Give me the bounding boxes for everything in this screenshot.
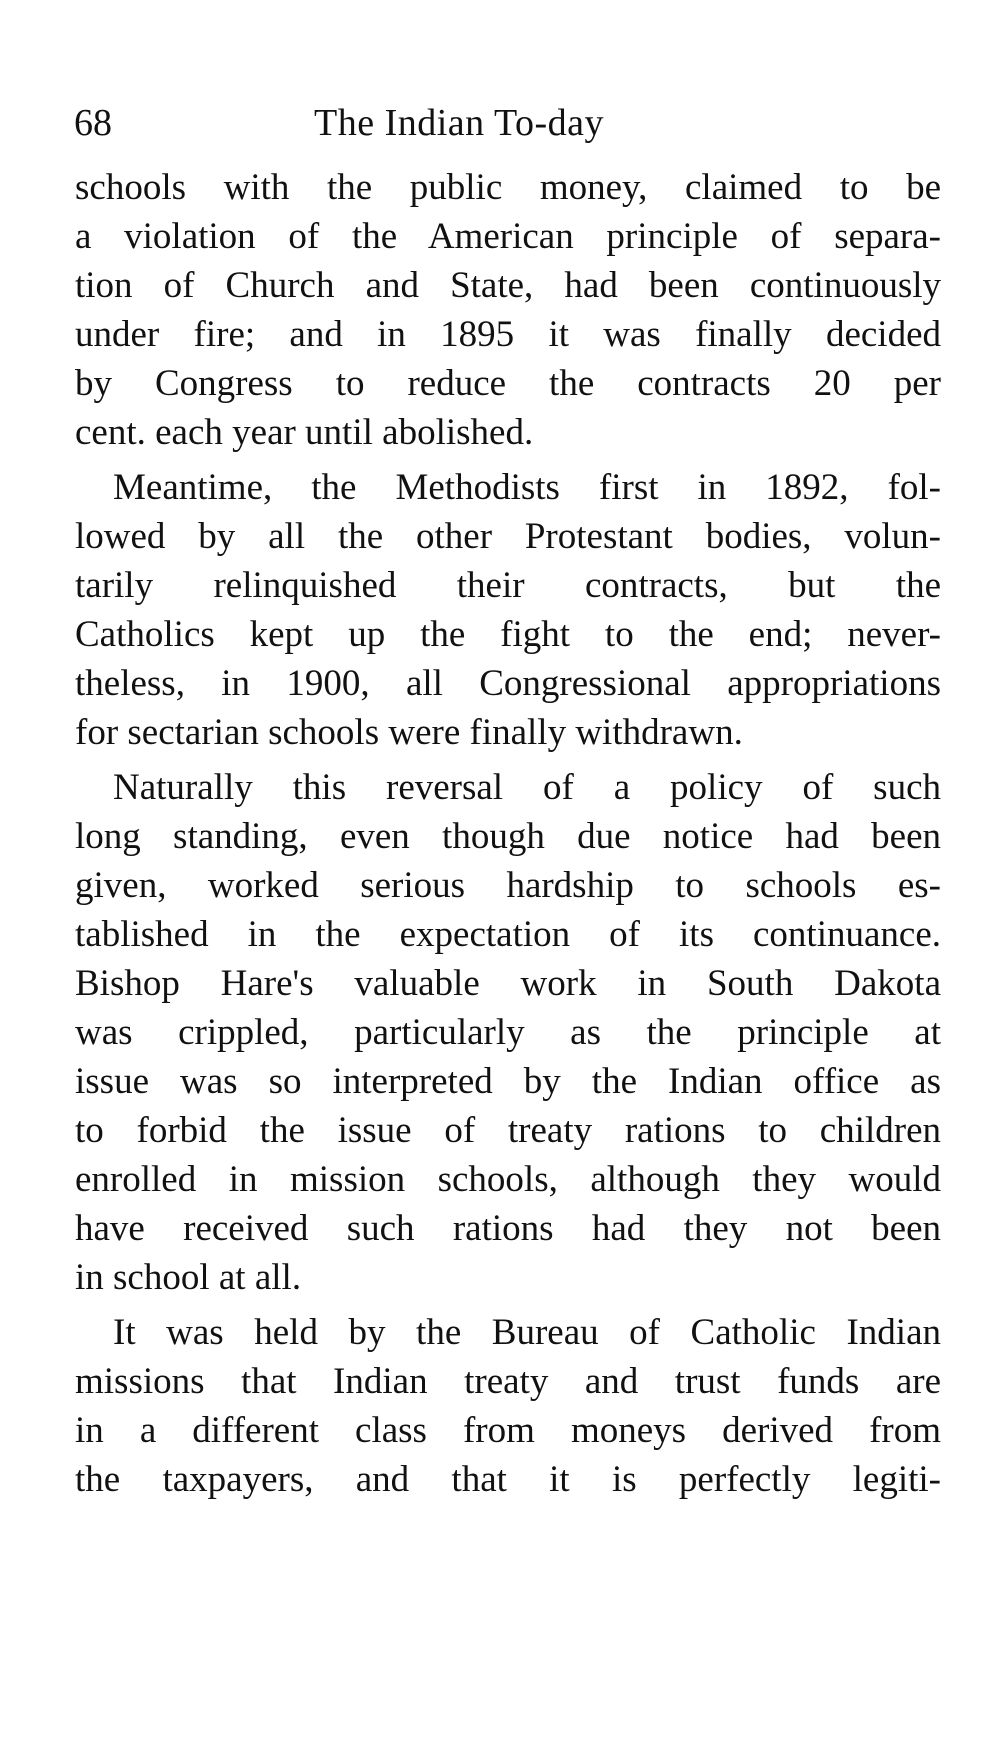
- text-line: in school at all.: [75, 1257, 302, 1298]
- text-line: to forbid the issue of treaty rations to children: [75, 1110, 941, 1151]
- text-line: tablished in the expectation of its continuance.: [75, 914, 941, 955]
- text-line: the taxpayers, and that it is perfectly legiti-: [75, 1459, 941, 1500]
- text-line: cent. each year until abolished.: [75, 412, 534, 453]
- text-line: schools with the public money, claimed to be: [75, 167, 941, 208]
- text-line: issue was so interpreted by the Indian office as: [75, 1061, 941, 1102]
- running-title: The Indian To-day: [314, 102, 605, 144]
- running-head: [74, 98, 944, 148]
- text-line: was crippled, particularly as the principle at: [75, 1012, 941, 1053]
- text-line: a violation of the American principle of separa-: [75, 216, 941, 257]
- body-text: [75, 163, 941, 1510]
- paragraph-1: [75, 163, 941, 457]
- paragraph-2: [75, 463, 941, 757]
- text-line: by Congress to reduce the contracts 20 per: [75, 363, 941, 404]
- text-line: enrolled in mission schools, although they would: [75, 1159, 941, 1200]
- text-line: for sectarian schools were finally withdrawn.: [75, 712, 743, 753]
- text-line: Meantime, the Methodists first in 1892, fol-: [113, 467, 941, 508]
- text-line: missions that Indian treaty and trust funds are: [75, 1361, 941, 1402]
- text-line: Bishop Hare's valuable work in South Dakota: [75, 963, 941, 1004]
- paragraph-3: [75, 763, 941, 1302]
- text-line: Naturally this reversal of a policy of such: [113, 767, 941, 808]
- paragraph-4: [75, 1308, 941, 1504]
- text-line: Catholics kept up the fight to the end; never-: [75, 614, 941, 655]
- text-line: have received such rations had they not been: [75, 1208, 941, 1249]
- text-line: lowed by all the other Protestant bodies, volun-: [75, 516, 941, 557]
- text-line: tarily relinquished their contracts, but the: [75, 565, 941, 606]
- text-line: tion of Church and State, had been continuously: [75, 265, 941, 306]
- page-number: 68: [74, 102, 112, 144]
- text-line: given, worked serious hardship to schools es-: [75, 865, 941, 906]
- text-line: theless, in 1900, all Congressional appropriations: [75, 663, 941, 704]
- text-line: It was held by the Bureau of Catholic Indian: [113, 1312, 941, 1353]
- text-line: under fire; and in 1895 it was finally decided: [75, 314, 941, 355]
- text-line: long standing, even though due notice had been: [75, 816, 941, 857]
- text-line: in a different class from moneys derived from: [75, 1410, 941, 1451]
